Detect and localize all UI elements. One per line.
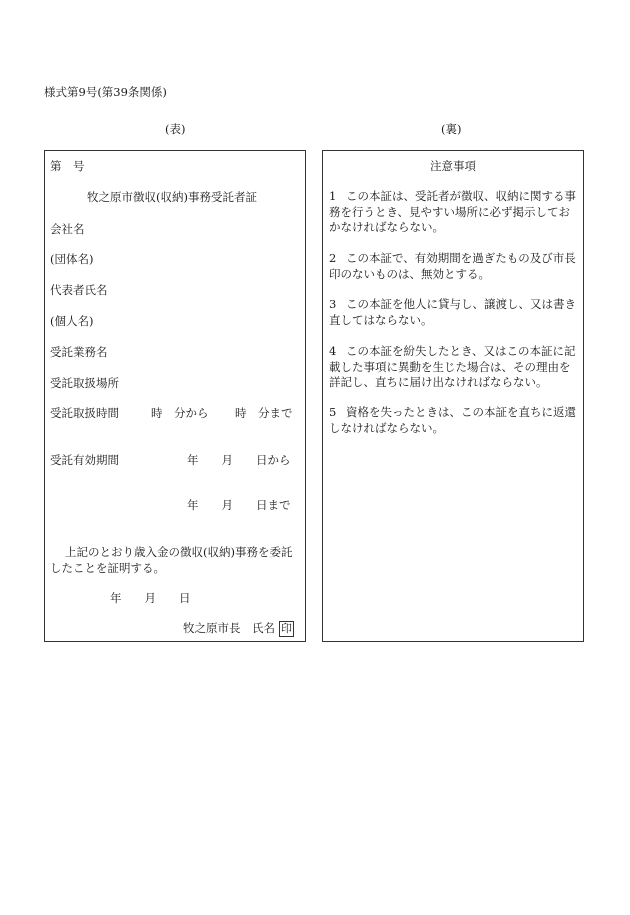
handling-time-from: 時 分から — [151, 406, 209, 420]
certification-statement-line1: 上記のとおり歳入金の徴収(収納)事務を委託 — [65, 545, 293, 559]
notice-title: 注意事項 — [430, 159, 476, 173]
notice-item-1 — [329, 189, 579, 236]
validity-from-date: 年 月 日から — [187, 453, 291, 467]
notice-text: この本証は、受託者が徴収、収納に関する事務を行うとき、見やすい場所に必ず掲示しておかなければならない。 — [329, 189, 576, 234]
certificate-back-panel — [322, 150, 584, 642]
handling-place-label: 受託取扱場所 — [50, 376, 119, 390]
notice-text: この本証で、有効期間を過ぎたもの及び市長印のないものは、無効とする。 — [329, 251, 576, 281]
form-number-title: 様式第9号(第39条関係) — [44, 85, 167, 99]
notice-item-2 — [329, 251, 579, 282]
handling-time-label: 受託取扱時間 — [50, 406, 119, 420]
notice-item-4 — [329, 344, 579, 391]
notice-text: この本証を紛失したとき、又はこの本証に記載した事項に異動を生じた場合は、その理由を詳記し、直ちに届け出なければならない。 — [329, 344, 576, 389]
notice-number: 1 — [329, 189, 337, 203]
signer-label: 牧之原市長 氏名 — [183, 621, 275, 635]
notice-item-5 — [329, 405, 579, 436]
mayor-signature-line — [183, 620, 294, 637]
company-name-label: 会社名 — [50, 222, 85, 236]
certificate-number-label: 第 号 — [50, 159, 85, 173]
seal-box: 印 — [281, 622, 292, 635]
representative-name-label: 代表者氏名 — [50, 283, 108, 297]
individual-name-label: (個人名) — [50, 314, 94, 328]
validity-period-label: 受託有効期間 — [50, 453, 119, 467]
entrusted-work-label: 受託業務名 — [50, 345, 108, 359]
notice-number: 4 — [329, 344, 337, 358]
certification-statement-line2: したことを証明する。 — [50, 561, 165, 575]
handling-time-to: 時 分まで — [235, 406, 293, 420]
back-side-label: (裏) — [441, 122, 462, 136]
front-side-label: (表) — [165, 122, 186, 136]
notice-item-3 — [329, 297, 579, 328]
notice-number: 2 — [329, 251, 337, 265]
notice-text: この本証を他人に貸与し、譲渡し、又は書き直してはならない。 — [329, 297, 576, 327]
certificate-title: 牧之原市徴収(収納)事務受託者証 — [87, 190, 257, 204]
notice-number: 3 — [329, 297, 337, 311]
issue-date-line: 年 月 日 — [110, 591, 191, 605]
notice-text: 資格を失ったときは、この本証を直ちに返還しなければならない。 — [329, 405, 576, 435]
group-name-label: (団体名) — [50, 252, 94, 266]
validity-to-date: 年 月 日まで — [187, 498, 291, 512]
notice-number: 5 — [329, 405, 337, 419]
certificate-front-panel — [44, 150, 306, 642]
